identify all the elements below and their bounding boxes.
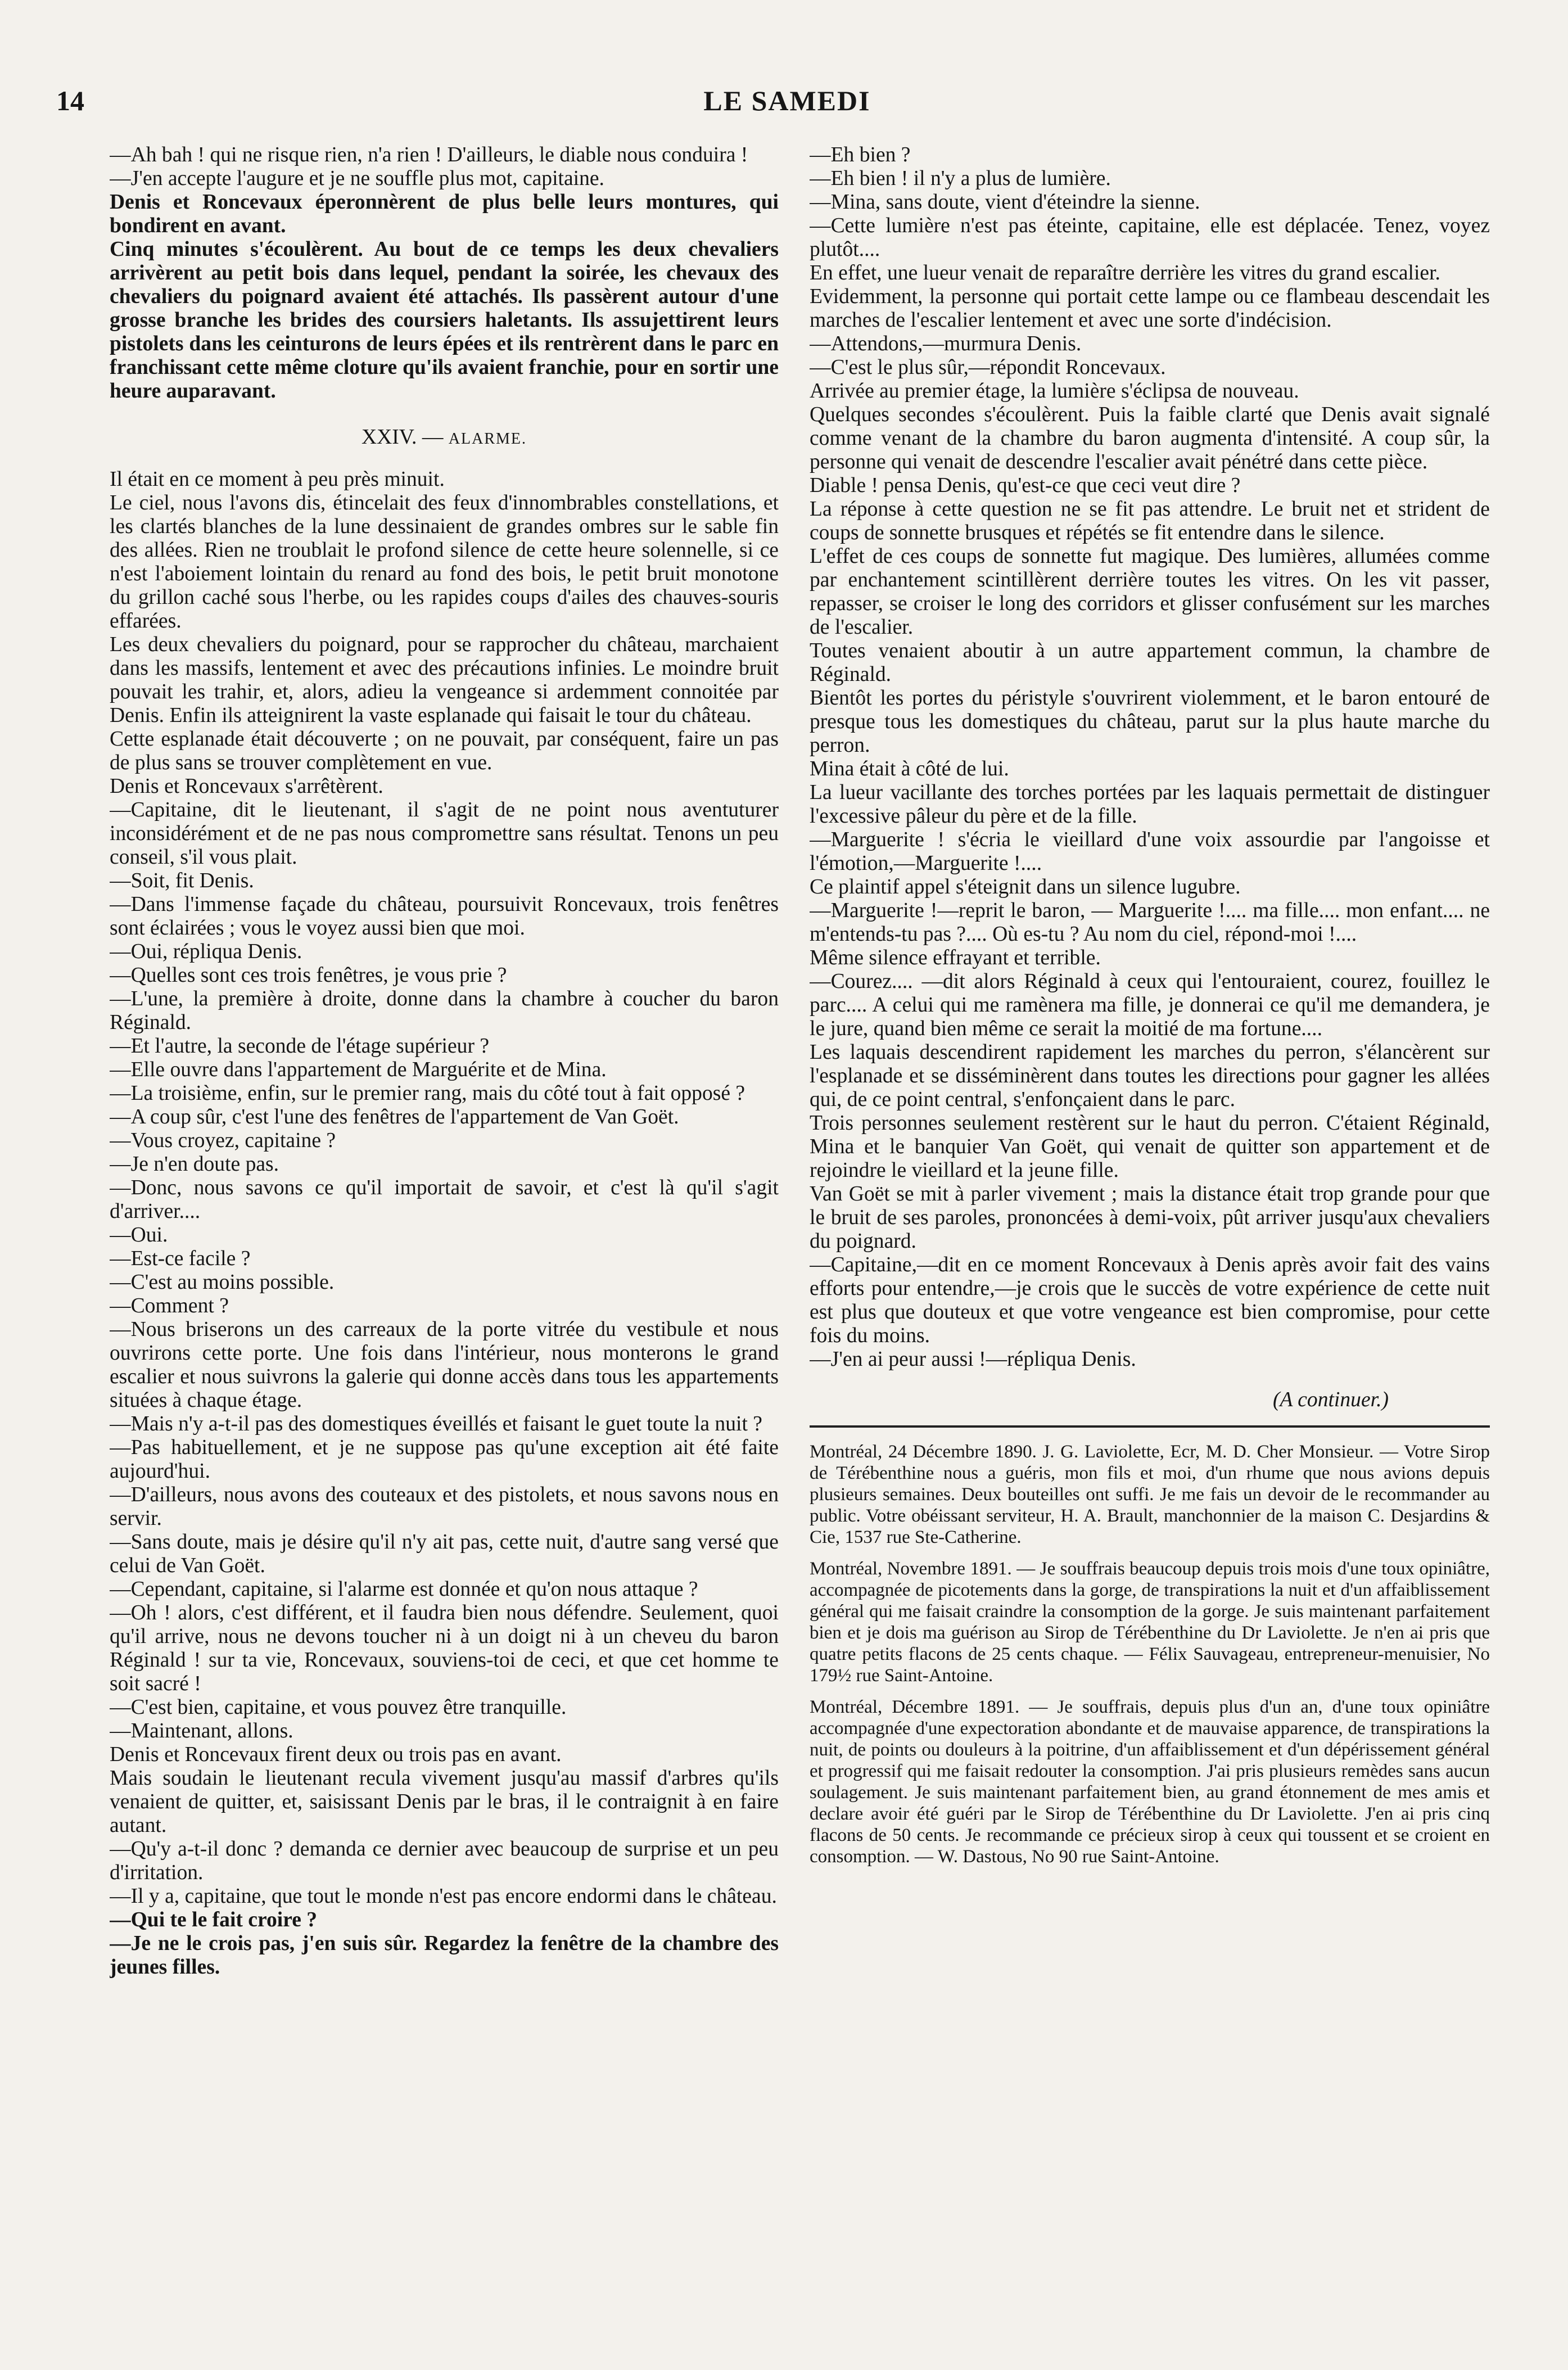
paragraph: —Donc, nous savons ce qu'il importait de savoir, et c'est là qu'il s'agit d'arriver....	[110, 1176, 779, 1223]
paragraph: Quelques secondes s'écoulèrent. Puis la faible clarté que Denis avait signalé comme venant de la chambre du baron augmenta d'intensité. A coup sûr, la personne qui venait de descendre l'escalier avait pénétré dans cette pièce.	[810, 403, 1490, 473]
paragraph: Diable ! pensa Denis, qu'est-ce que ceci veut dire ?	[810, 474, 1241, 497]
paragraph: —Cette lumière n'est pas éteinte, capitaine, elle est déplacée. Tenez, voyez plutôt....	[810, 214, 1490, 261]
paragraph: —Est-ce facile ?	[110, 1247, 251, 1270]
paragraph: Le ciel, nous l'avons dis, étincelait des feux d'innombrables constellations, et les clartés blanches de la lune dessinaient de grandes ombres sur le sable fin des allées. Rien ne troublait le profond silence de cette heure solennelle, si ce n'est l'aboiement lointain du renard au fond des bois, le petit bruit monotone du grillon caché sous l'herbe, ou les rapides coups d'ailes des chauves-souris effarées.	[110, 491, 779, 633]
paragraph: Mais soudain le lieutenant recula vivement jusqu'au massif d'arbres qu'ils venaient de quitter, et, saisissant Denis par le bras, il le contraignit à en faire autant.	[110, 1767, 779, 1837]
paragraph: En effet, une lueur venait de reparaître derrière les vitres du grand escalier.	[810, 261, 1440, 285]
paragraph: —Dans l'immense façade du château, poursuivit Roncevaux, trois fenêtres sont éclairées ; vous le voyez aussi bien que moi.	[110, 893, 779, 940]
chapter-number: XXIV. —	[361, 426, 444, 449]
paragraph: —Je n'en doute pas.	[110, 1153, 279, 1176]
paragraph: —Marguerite !—reprit le baron, — Marguerite !.... ma fille.... mon enfant.... ne m'entends-tu pas ?.... Où es-tu ? Au nom du ciel, répond-moi !....	[810, 899, 1490, 946]
paragraph: Même silence effrayant et terrible.	[810, 946, 1101, 969]
paragraph: —Qu'y a-t-il donc ? demanda ce dernier avec beaucoup de surprise et un peu d'irritation.	[110, 1838, 779, 1884]
testimonial-ad: Montréal, Décembre 1891. — Je souffrais, depuis plus d'un an, d'une toux opiniâtre accompagnée d'une expectoration abondante et de mauvaise apparence, de transpirations la nuit, de points ou douleurs à la poitrine, d'un affaiblissement et d'un dépérissement général et progressif qui me faisait redouter la consomption. J'ai pris plusieurs remèdes sans aucun soulagement. Je suis maintenant parfaitement bien, au grand étonnement de mes amis et declare avoir été guéri par le Sirop de Térébenthine du Dr Laviolette. J'en ai pris cinq flacons de 50 cents. Je recommande ce précieux sirop à ceux qui toussent et se croient en consomption. — W. Dastous, No 90 rue Saint-Antoine.	[810, 1697, 1490, 1867]
paragraph: Les laquais descendirent rapidement les marches du perron, s'élancèrent sur l'esplanade et se disséminèrent dans toutes les directions pour gagner les allées qui, de ce point central, s'enfonçaient dans le parc.	[810, 1041, 1490, 1111]
paragraph: —Courez.... —dit alors Réginald à ceux qui l'entouraient, courez, fouillez le parc.... A celui qui me ramènera ma fille, je donnerai ce qu'il me demandera, je le jure, quand bien même ce serait la moitié de ma fortune....	[810, 970, 1490, 1040]
paragraph: La lueur vacillante des torches portées par les laquais permettait de distinguer l'excessive pâleur du père et de la fille.	[810, 781, 1490, 828]
paragraph: —D'ailleurs, nous avons des couteaux et des pistolets, et nous savons nous en servir.	[110, 1483, 779, 1530]
paragraph: Cette esplanade était découverte ; on ne pouvait, par conséquent, faire un pas de plus sans se trouver complètement en vue.	[110, 728, 779, 774]
paragraph: —Oui, répliqua Denis.	[110, 940, 302, 963]
paragraph: Denis et Roncevaux firent deux ou trois pas en avant.	[110, 1743, 562, 1766]
paragraph: Denis et Roncevaux éperonnèrent de plus belle leurs montures, qui bondirent en avant.	[110, 191, 779, 237]
continuation-note: (A continuer.)	[1273, 1388, 1389, 1411]
paragraph: —Attendons,—murmura Denis.	[810, 332, 1082, 355]
left-column	[110, 143, 779, 2336]
paragraph: —Vous croyez, capitaine ?	[110, 1129, 336, 1152]
paragraph: —Capitaine,—dit en ce moment Roncevaux à Denis après avoir fait des vains efforts pour entendre,—je crois que le succès de votre expérience de cette nuit est plus que douteux et que votre vengeance est bien compromise, pour cette fois du moins.	[810, 1253, 1490, 1347]
paragraph: —Eh bien ?	[810, 143, 911, 166]
paragraph: Il était en ce moment à peu près minuit.	[110, 468, 445, 491]
right-text-block	[810, 143, 1490, 1371]
paragraph: —Soit, fit Denis.	[110, 869, 254, 892]
paragraph: Les deux chevaliers du poignard, pour se rapprocher du château, marchaient dans les massifs, lentement et avec des précautions infinies. Le moindre bruit pouvait les trahir, et, alors, adieu la vengeance si ardemment connoitée par Denis. Enfin ils atteignirent la vaste esplanade qui faisait le tour du château.	[110, 633, 779, 727]
paragraph: —Ah bah ! qui ne risque rien, n'a rien ! D'ailleurs, le diable nous conduira !	[110, 143, 748, 166]
publication-title: LE SAMEDI	[703, 85, 871, 116]
paragraph: —Qui te le fait croire ?	[110, 1908, 318, 1931]
paragraph: —J'en ai peur aussi !—répliqua Denis.	[810, 1348, 1136, 1371]
paragraph: —C'est au moins possible.	[110, 1271, 335, 1294]
right-column	[810, 143, 1490, 2336]
paragraph: Van Goët se mit à parler vivement ; mais la distance était trop grande pour que le bruit de ses paroles, prononcées à demi-voix, pût arriver jusqu'aux chevaliers du poignard.	[810, 1182, 1490, 1253]
paragraph: Trois personnes seulement restèrent sur le haut du perron. C'étaient Réginald, Mina et le banquier Van Goët, qui venait de quitter son appartement et de rejoindre le vieillard et la jeune fille.	[810, 1112, 1490, 1182]
testimonial-ad: Montréal, Novembre 1891. — Je souffrais beaucoup depuis trois mois d'une toux opiniâtre, accompagnée de picotements dans la gorge, de transpirations la nuit et d'un affaiblissement général qui me faisait craindre la consomption de la gorge. Je suis maintenant parfaitement bien et je dois ma guérison au Sirop de Térébenthine du Dr Laviolette. Je n'en ai pris que quatre petits flacons de 25 cents chaque. — Félix Sauvageau, entrepreneur-menuisier, No 179½ rue Saint-Antoine.	[810, 1559, 1490, 1686]
paragraph: —Mina, sans doute, vient d'éteindre la sienne.	[810, 191, 1200, 214]
paragraph: —Et l'autre, la seconde de l'étage supérieur ?	[110, 1035, 490, 1058]
paragraph: —J'en accepte l'augure et je ne souffle plus mot, capitaine.	[110, 167, 604, 190]
section-divider	[810, 1425, 1490, 1428]
paragraph: —Nous briserons un des carreaux de la porte vitrée du vestibule et nous ouvrirons cette porte. Une fois dans l'intérieur, nous monterons le grand escalier et nous suivrons la galerie qui donne accès dans tous les appartements situées à chaque étage.	[110, 1318, 779, 1412]
chapter-heading	[110, 426, 779, 451]
paragraph: —Quelles sont ces trois fenêtres, je vous prie ?	[110, 964, 507, 987]
paragraph: Arrivée au premier étage, la lumière s'éclipsa de nouveau.	[810, 380, 1299, 403]
paragraph: —C'est bien, capitaine, et vous pouvez être tranquille.	[110, 1696, 567, 1719]
paragraph: Toutes venaient aboutir à un autre appartement commun, la chambre de Réginald.	[810, 639, 1490, 686]
paragraph: Bientôt les portes du péristyle s'ouvrirent violemment, et le baron entouré de presque tous les domestiques du château, parut sur la plus haute marche du perron.	[810, 687, 1490, 757]
paragraph: —Je ne le crois pas, j'en suis sûr. Regardez la fenêtre de la chambre des jeunes filles.	[110, 1932, 779, 1979]
paragraph: —Cependant, capitaine, si l'alarme est donnée et qu'on nous attaque ?	[110, 1578, 698, 1601]
paragraph: —Maintenant, allons.	[110, 1719, 293, 1742]
paragraph: Ce plaintif appel s'éteignit dans un silence lugubre.	[810, 875, 1241, 899]
paragraph: —Capitaine, dit le lieutenant, il s'agit de ne point nous aventuturer inconsidérément et de ne pas nous compromettre sans résultat. Tenons un peu conseil, s'il vous plait.	[110, 798, 779, 869]
advertisements	[810, 1441, 1490, 1867]
testimonial-ad: Montréal, 24 Décembre 1890. J. G. Laviolette, Ecr, M. D. Cher Monsieur. — Votre Sirop de Térébenthine nous a guéris, mon fils et moi, d'un rhume que nous avions depuis plusieurs semaines. Deux bouteilles ont suffi. Je me fais un devoir de le recommander au public. Votre obéissant serviteur, H. A. Brault, manchonnier de la maison C. Desjardins & Cie, 1537 rue Ste-Catherine.	[810, 1442, 1490, 1547]
paragraph: Mina était à côté de lui.	[810, 757, 1009, 780]
paragraph: —Marguerite ! s'écria le vieillard d'une voix assourdie par l'angoisse et l'émotion,—Marguerite !....	[810, 828, 1490, 875]
paragraph: —Il y a, capitaine, que tout le monde n'est pas encore endormi dans le château.	[110, 1885, 777, 1908]
paragraph: —Elle ouvre dans l'appartement de Marguérite et de Mina.	[110, 1058, 607, 1081]
paragraph: —Oui.	[110, 1224, 168, 1247]
paragraph: Cinq minutes s'écoulèrent. Au bout de ce temps les deux chevaliers arrivèrent au petit bois dans lequel, pendant la soirée, les chevaux des chevaliers du poignard avaient été attachés. Ils passèrent autour d'une grosse branche les brides des coursiers haletants. Ils assujettirent leurs pistolets dans les ceinturons de leurs épées et ils rentrèrent dans le parc en franchissant cette même cloture qu'ils avaient franchie, pour en sortir une heure auparavant.	[110, 238, 779, 403]
paragraph: —Pas habituellement, et je ne suppose pas qu'une exception ait été faite aujourd'hui.	[110, 1436, 779, 1483]
paragraph: Denis et Roncevaux s'arrêtèrent.	[110, 775, 383, 798]
paragraph: Evidemment, la personne qui portait cette lampe ou ce flambeau descendait les marches de l'escalier lentement et avec une sorte d'indécision.	[810, 285, 1490, 332]
paragraph: —A coup sûr, c'est l'une des fenêtres de l'appartement de Van Goët.	[110, 1105, 679, 1128]
paragraph: —Oh ! alors, c'est différent, et il faudra bien nous défendre. Seulement, quoi qu'il arrive, nous ne devons toucher ni à un doigt ni à un cheveu du baron Réginald ! sur ta vie, Roncevaux, souviens-toi de ceci, et que cet homme te soit sacré !	[110, 1601, 779, 1695]
paragraph: —L'une, la première à droite, donne dans la chambre à coucher du baron Réginald.	[110, 987, 779, 1034]
left-text-block-1	[110, 143, 779, 403]
paragraph: —La troisième, enfin, sur le premier rang, mais du côté tout à fait opposé ?	[110, 1082, 745, 1105]
paragraph: —Comment ?	[110, 1294, 229, 1317]
chapter-title: ALARME.	[448, 430, 527, 448]
left-text-block-2	[110, 468, 779, 1979]
paragraph: —Sans doute, mais je désire qu'il n'y ait pas, cette nuit, d'autre sang versé que celui de Van Goët.	[110, 1531, 779, 1577]
paragraph: —Eh bien ! il n'y a plus de lumière.	[810, 167, 1111, 190]
paragraph: L'effet de ces coups de sonnette fut magique. Des lumières, allumées comme par enchantement scintillèrent derrière toutes les vitres. On les vit passer, repasser, se croiser le long des corridors et glisser confusément sur les marches de l'escalier.	[810, 545, 1490, 639]
page-number: 14	[56, 85, 84, 116]
paragraph: —Mais n'y a-t-il pas des domestiques éveillés et faisant le guet toute la nuit ?	[110, 1412, 762, 1435]
paragraph: —C'est le plus sûr,—répondit Roncevaux.	[810, 356, 1166, 379]
paragraph: La réponse à cette question ne se fit pas attendre. Le bruit net et strident de coups de sonnette brusques et répétés se fit entendre dans le silence.	[810, 498, 1490, 544]
